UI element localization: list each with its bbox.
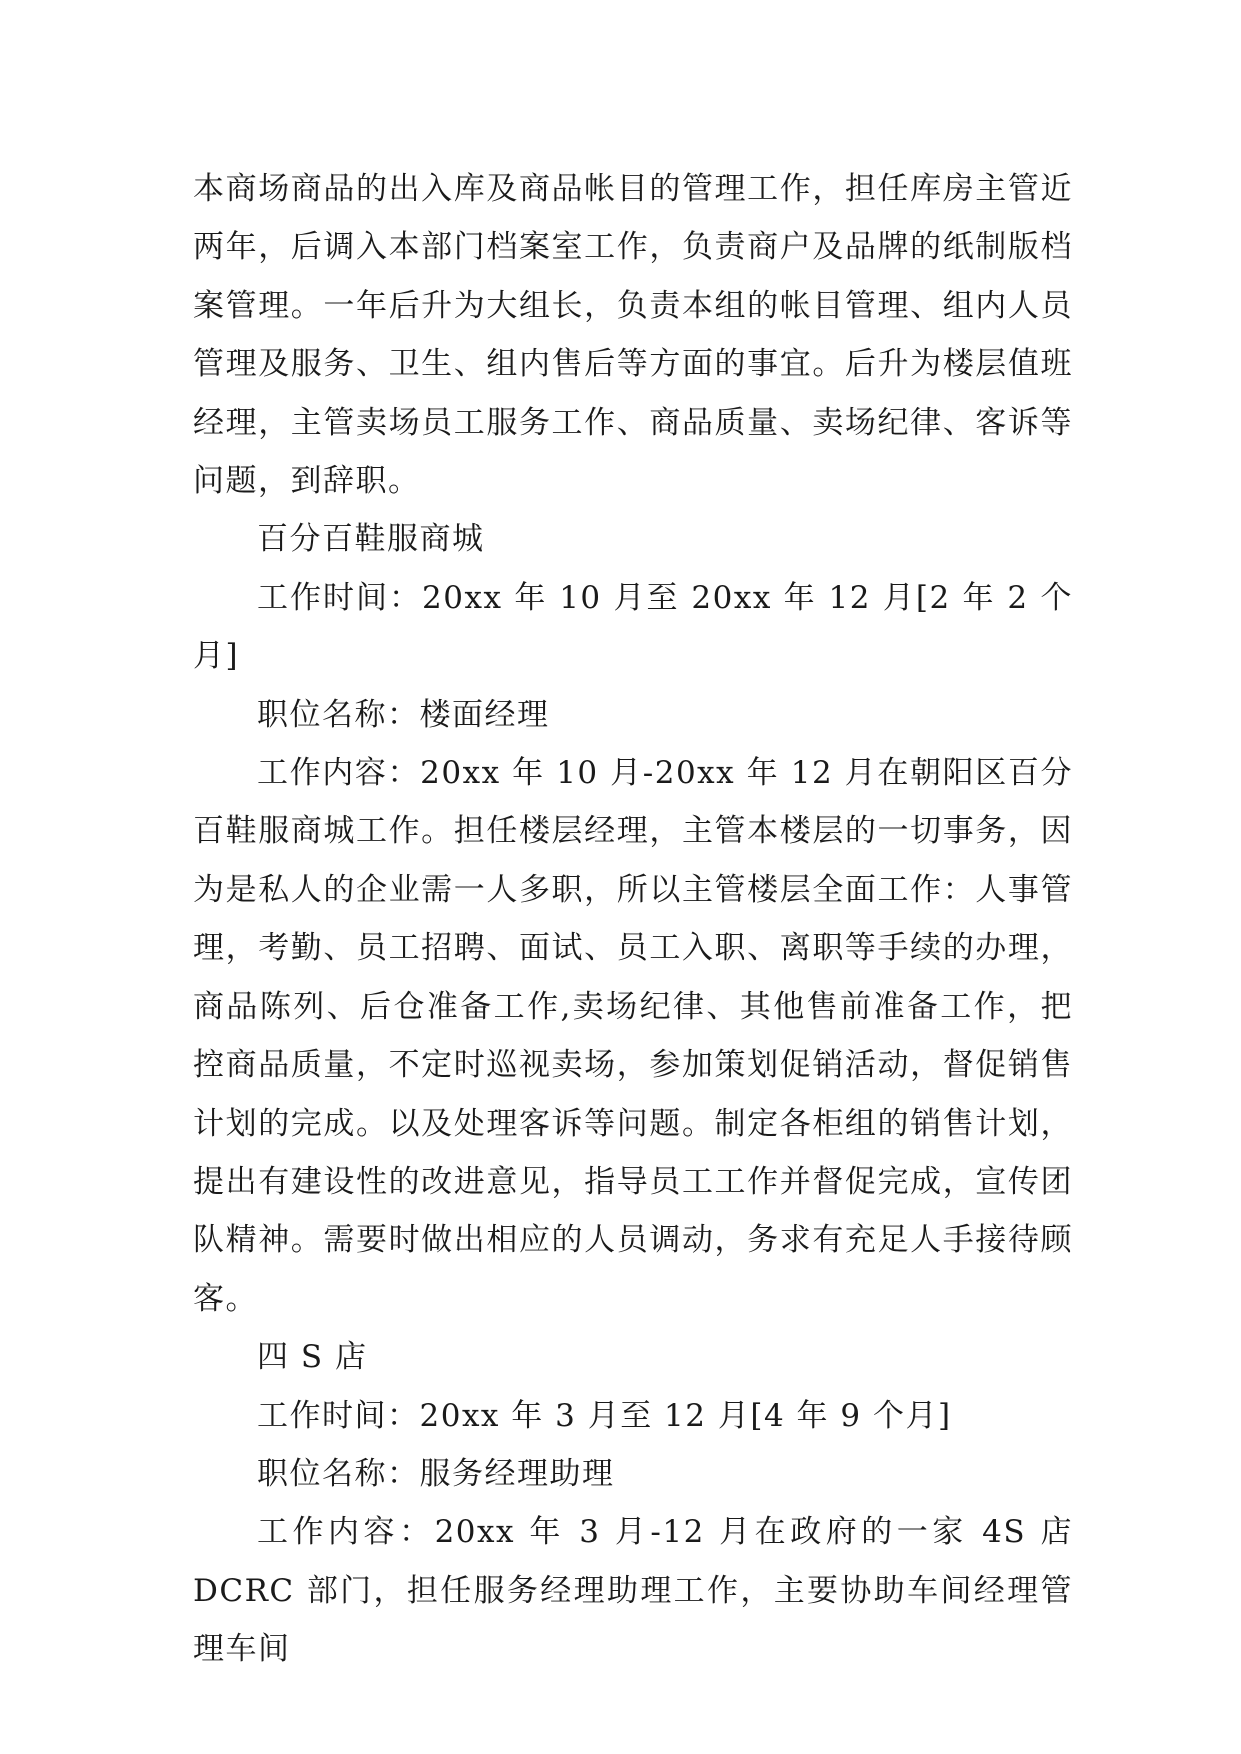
body-paragraph: 本商场商品的出入库及商品帐目的管理工作，担任库房主管近两年，后调入本部门档案室工作，负责商户及品牌的纸制版档案管理。一年后升为大组长，负责本组的帐目管理、组内人员管理及服务、卫生、组内售后等方面的事宜。后升为楼层值班经理，主管卖场员工服务工作、商品质量、卖场纪律、客诉等问题，到辞职。 xyxy=(193,171,1073,500)
document-page xyxy=(193,160,1073,1679)
work-period: 工作时间：20xx 年 10 月至 20xx 年 12 月[2 年 2 个月] xyxy=(193,579,1073,675)
position-title: 职位名称：楼面经理 xyxy=(257,696,550,733)
company-name: 四 S 店 xyxy=(257,1339,368,1376)
work-description: 工作内容：20xx 年 3 月-12 月在政府的一家 4S 店 DCRC 部门，担任服务经理助理工作，主要协助车间经理管理车间 xyxy=(193,1514,1073,1668)
work-period: 工作时间：20xx 年 3 月至 12 月[4 年 9 个月] xyxy=(257,1397,952,1434)
company-name: 百分百鞋服商城 xyxy=(257,521,485,558)
position-title: 职位名称：服务经理助理 xyxy=(257,1455,615,1492)
work-description: 工作内容：20xx 年 10 月-20xx 年 12 月在朝阳区百分百鞋服商城工作。担任楼层经理，主管本楼层的一切事务，因为是私人的企业需一人多职，所以主管楼层全面工作：人事管理，考勤、员工招聘、面试、员工入职、离职等手续的办理，商品陈列、后仓准备工作,卖场纪律、其他售前准备工作，把控商品质量，不定时巡视卖场，参加策划促销活动，督促销售计划的完成。以及处理客诉等问题。制定各柜组的销售计划，提出有建设性的改进意见，指导员工工作并督促完成，宣传团队精神。需要时做出相应的人员调动，务求有充足人手接待顾客。 xyxy=(193,755,1073,1317)
